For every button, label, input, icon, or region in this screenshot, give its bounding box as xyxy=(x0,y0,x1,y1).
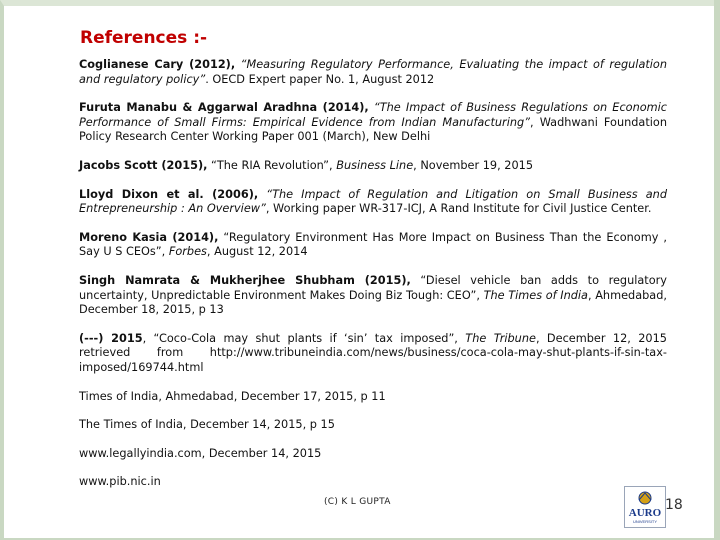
reference-text: www.pib.nic.in xyxy=(79,475,161,489)
reference-item xyxy=(79,475,667,490)
reference-source: The Tribune xyxy=(465,331,536,345)
reference-author: Lloyd Dixon et al. (2006), xyxy=(79,187,259,201)
reference-title: “Measuring Regulatory Performance, Evaluating the impact of regulation and regulatory policy” xyxy=(79,58,668,86)
reference-source: The Times of India xyxy=(483,288,588,302)
reference-item xyxy=(79,332,667,376)
copyright-footer: (C) K L GUPTA xyxy=(324,497,391,507)
reference-title: “The Impact of Business Regulations on Economic Performance of Small Firms: Empirical Evidence from Indian Manufacturing” xyxy=(79,101,667,129)
reference-author: Coglianese Cary (2012), xyxy=(79,58,236,71)
logo-subtext: UNIVERSITY xyxy=(632,519,658,524)
reference-item xyxy=(79,188,667,217)
reference-source: Business Line xyxy=(336,158,414,172)
reference-item xyxy=(79,418,667,433)
reference-item xyxy=(79,159,667,174)
reference-title: “Diesel vehicle ban adds to regulatory uncertainty, Unpredictable Environment Makes Doing Biz Tough: CEO”, xyxy=(79,273,667,302)
logo-emblem-icon xyxy=(625,487,665,527)
reference-item xyxy=(79,101,667,145)
reference-author: Singh Namrata & Mukherjhee Shubham (2015), xyxy=(79,273,411,287)
page-title: References :- xyxy=(80,28,208,48)
reference-item xyxy=(79,274,667,318)
reference-item xyxy=(79,390,667,405)
reference-author: Furuta Manabu & Aggarwal Aradhna (2014), xyxy=(79,101,369,115)
reference-details: , November 19, 2015 xyxy=(413,158,534,172)
reference-source: Forbes xyxy=(168,245,207,259)
reference-item xyxy=(79,447,667,462)
reference-details: , Wadhwani Foundation Policy Research Center Working Paper 001 (March), New Delhi xyxy=(79,115,667,144)
reference-item xyxy=(79,231,667,260)
reference-title: “The RIA Revolution”, xyxy=(211,158,337,172)
reference-title: , “Coco-Cola may shut plants if ‘sin’ tax imposed”, xyxy=(142,331,466,345)
logo-text: AURO xyxy=(628,507,662,519)
reference-text: Times of India, Ahmedabad, December 17, 2015, p 11 xyxy=(79,389,386,403)
reference-list xyxy=(79,58,667,504)
reference-text: The Times of India, December 14, 2015, p 15 xyxy=(79,418,335,432)
reference-item xyxy=(79,58,667,87)
reference-title: “Regulatory Environment Has More Impact on Business Than the Economy , Say U S CEOs”, xyxy=(79,230,668,259)
frame-corner xyxy=(714,0,720,16)
page-number: 18 xyxy=(665,497,683,513)
reference-text: www.legallyindia.com, December 14, 2015 xyxy=(79,446,322,460)
reference-details: , December 12, 2015 retrieved from http://www.tribuneindia.com/news/business/coca-cola-may-shut-plants-if-sin-tax-imposed/169744.html xyxy=(79,331,667,374)
reference-details: . OECD Expert paper No. 1, August 2012 xyxy=(205,72,435,86)
reference-author: Jacobs Scott (2015), xyxy=(79,158,208,172)
reference-details: , Ahmedabad, December 18, 2015, p 13 xyxy=(79,288,667,317)
reference-details: , August 12, 2014 xyxy=(206,245,308,259)
reference-author: (---) 2015 xyxy=(79,331,143,345)
reference-details: , Working paper WR-317-ICJ, A Rand Institute for Civil Justice Center. xyxy=(265,202,652,216)
reference-author: Moreno Kasia (2014), xyxy=(79,230,219,244)
reference-title: “The Impact of Regulation and Litigation on Small Business and Entrepreneurship : An Overview” xyxy=(79,187,668,216)
university-logo xyxy=(624,486,666,528)
